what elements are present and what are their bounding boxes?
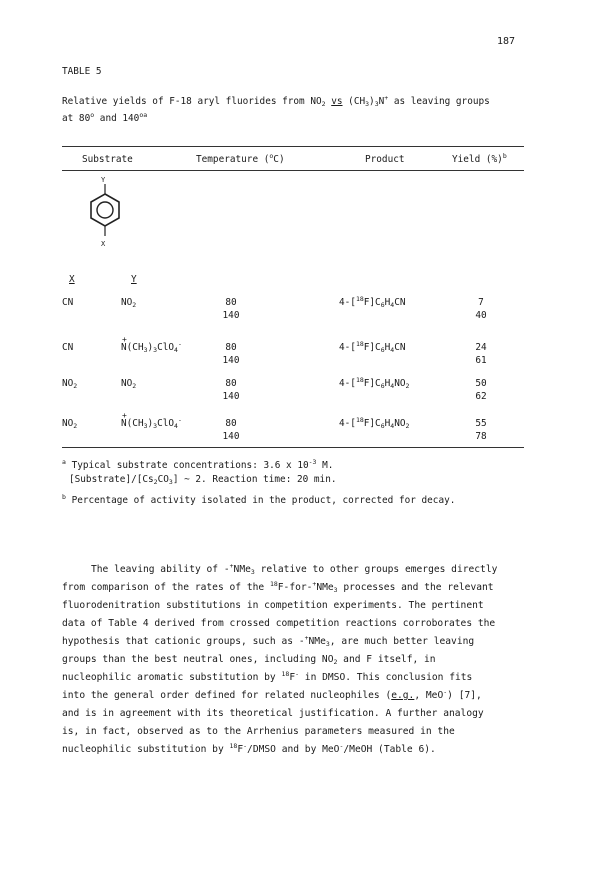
row1-yield-2: 40 (475, 310, 487, 321)
row1-yield-1: 7 (478, 297, 484, 308)
row1-temp-2: 140 (222, 310, 240, 321)
row4-x: $NO_2$ (62, 418, 78, 430)
header-yield: Yield (%)$^b$ (452, 152, 507, 165)
row2-yield-1: 24 (475, 342, 487, 353)
body-line-9: and is in agreement with its theoretical justification. A further analogy (62, 708, 484, 719)
body-line-8: into the general order defined for related nucleophiles (e.g., MeO-) [7], (62, 688, 482, 701)
row3-temp-1: 80 (225, 378, 237, 389)
row4-product: $4-[^{18}F]C_6H_4NO_2$ (339, 416, 410, 430)
footnote-a-line2: $[Substrate]/[Cs_2CO_3]$ ~ 2. Reaction time: 20 min. (69, 474, 337, 486)
body-line-10: is, in fact, observed as to the Arrhenius parameters measured in the (62, 726, 455, 737)
row2-temp-2: 140 (222, 355, 240, 366)
page-number: 187 (497, 36, 516, 47)
structure-x-label: X (101, 240, 106, 248)
row1-y: $NO_2$ (121, 297, 137, 309)
structure-y-label: Y (101, 176, 106, 184)
footnote-a-line1: $^a$ Typical substrate concentrations: 3.6 x $10^{-3}$ M. (62, 458, 334, 471)
body-line-1: The leaving ability of -+NMe$_3$ relative to other groups emerges directly (91, 562, 498, 576)
row3-product: $4-[^{18}F]C_6H_4NO_2$ (339, 376, 410, 390)
benzene-ring-structure (85, 184, 125, 239)
table-header-rule (62, 170, 524, 171)
table-caption-line2: at 80$^o$ and $140^{oa}$ (62, 111, 148, 124)
row4-yield-1: 55 (475, 418, 487, 429)
row1-x: CN (62, 297, 74, 308)
header-product: Product (365, 154, 405, 165)
table-caption-line1: Relative yields of F-18 aryl fluorides from $NO_2$ vs $(CH_3)_3N^+$ as leaving groups (62, 94, 490, 108)
footnote-b: $^b$ Percentage of activity isolated in the product, corrected for decay. (62, 493, 456, 506)
row4-temp-1: 80 (225, 418, 237, 429)
header-substrate: Substrate (82, 154, 133, 165)
row3-x: $NO_2$ (62, 378, 78, 390)
row2-product: $4-[^{18}F]C_6H_4CN$ (339, 340, 406, 354)
column-label-x: X (69, 274, 75, 285)
row1-product: $4-[^{18}F]C_6H_4CN$ (339, 295, 406, 309)
body-line-6: groups than the best neutral ones, including $NO_2$ and F itself, in (62, 654, 436, 666)
row2-yield-2: 61 (475, 355, 487, 366)
header-temperature: Temperature ($^o$C) (196, 152, 285, 165)
row2-x: CN (62, 342, 74, 353)
row2-temp-1: 80 (225, 342, 237, 353)
row4-yield-2: 78 (475, 431, 487, 442)
table-top-rule (62, 146, 524, 147)
table-label: TABLE 5 (62, 66, 102, 77)
row3-y: $NO_2$ (121, 378, 137, 390)
row1-temp-1: 80 (225, 297, 237, 308)
row2-y: + $N(CH_3)_3ClO_4^-$ (121, 342, 182, 353)
body-line-11: nucleophilic substitution by $^{18}$F-/DMSO and by MeO-/MeOH (Table 6). (62, 742, 436, 755)
row3-yield-1: 50 (475, 378, 487, 389)
body-line-5: hypothesis that cationic groups, such as -+NMe$_3$, are much better leaving (62, 634, 475, 648)
row4-temp-2: 140 (222, 431, 240, 442)
row4-y: + $N(CH_3)_3ClO_4^-$ (121, 418, 182, 429)
body-line-3: fluorodenitration substitutions in competition experiments. The pertinent (62, 600, 484, 611)
row3-temp-2: 140 (222, 391, 240, 402)
body-line-4: data of Table 4 derived from crossed competition reactions corroborates the (62, 618, 496, 629)
row3-yield-2: 62 (475, 391, 487, 402)
table-bottom-rule (62, 447, 524, 448)
body-line-7: nucleophilic aromatic substitution by $^{18}$F- in DMSO. This conclusion fits (62, 670, 473, 683)
column-label-y: Y (131, 274, 137, 285)
body-line-2: from comparison of the rates of the $^{18}$F-for-+NMe$_3$ processes and the relevant (62, 580, 494, 594)
